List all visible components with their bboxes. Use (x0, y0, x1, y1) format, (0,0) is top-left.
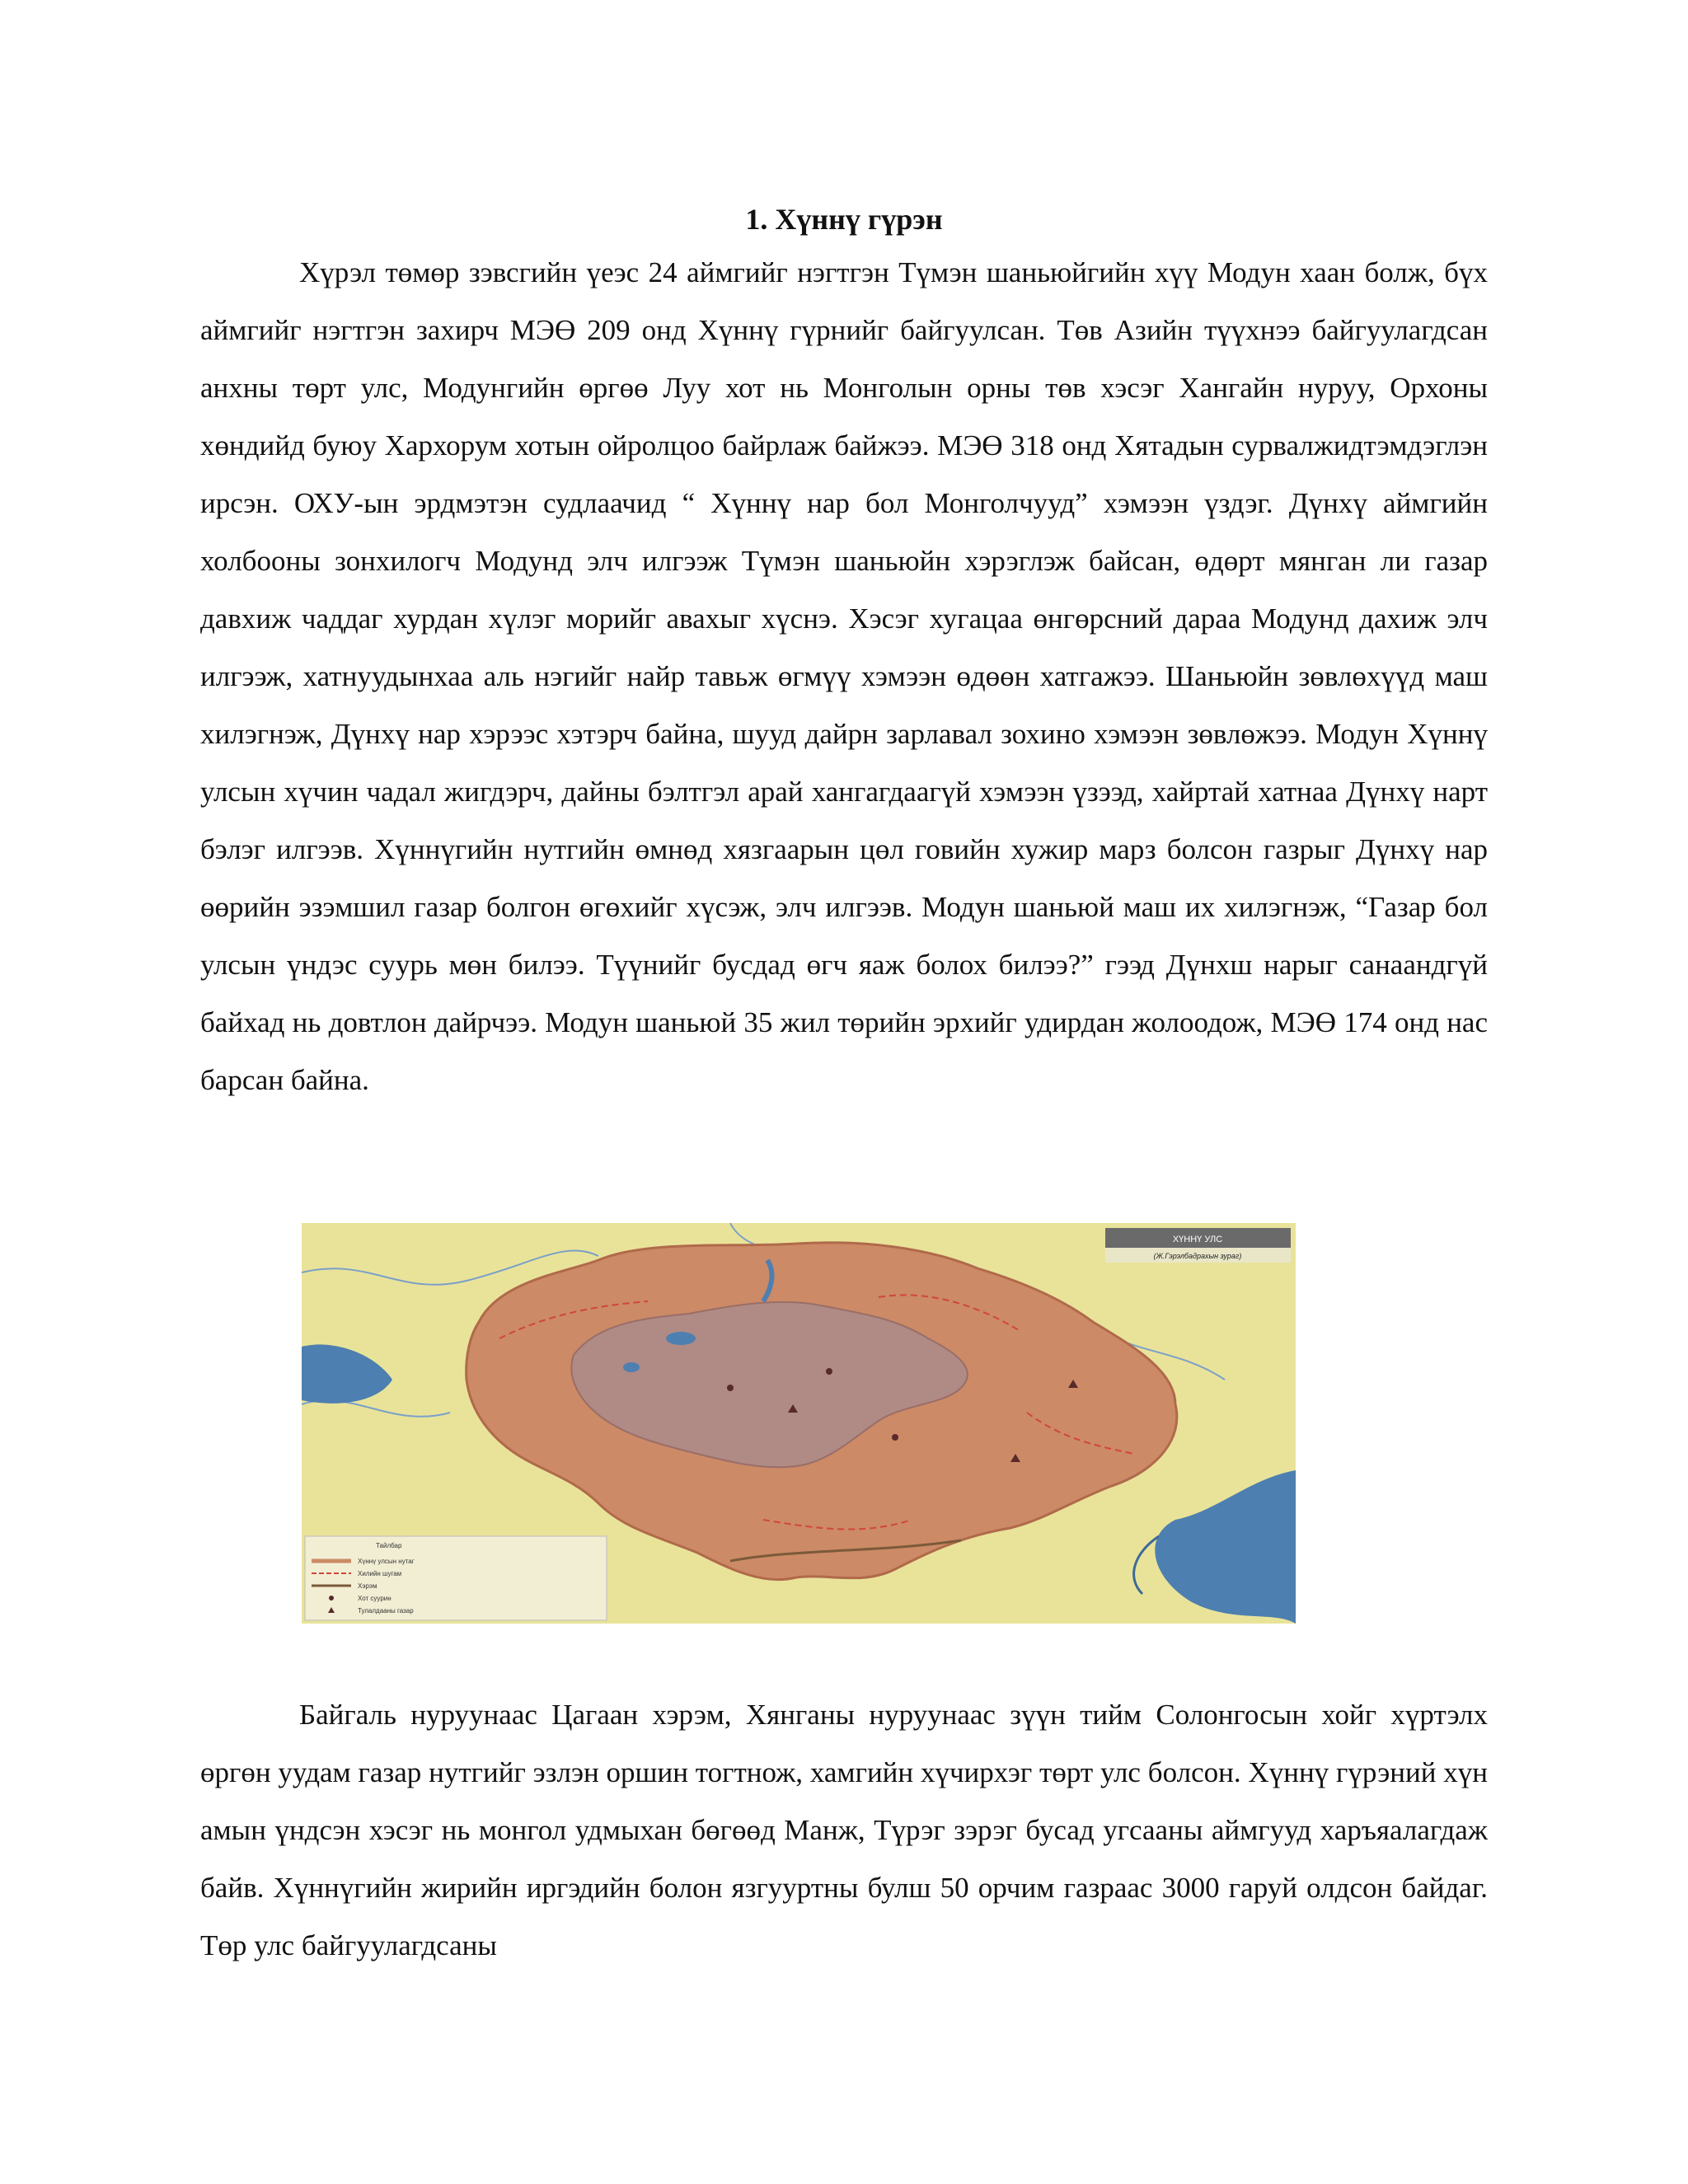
city-marker-icon (892, 1434, 898, 1441)
legend-item: Хүннү улсын нутаг (358, 1558, 415, 1565)
legend-heading: Тайлбар (376, 1542, 402, 1549)
city-marker-icon (826, 1368, 832, 1375)
map-lake (666, 1332, 696, 1345)
legend-item: Хилийн шугам (358, 1570, 402, 1577)
paragraph-2: Байгаль нуруунаас Цагаан хэрэм, Хянганы нуруунаас зүүн тийм Солонгосын хойг хүртэлх өргөн уудам газар нутгийг эзлэн оршин тогтнож, хамгийн хүчирхэг төрт улс болсон. Хүннү гүрэний хүн амын үндсэн хэсэг нь монгол удмыхан бөгөөд Манж, Түрэг зэрэг бусад угсааны аймгууд харъяалагдаж байв. Хүннүгийн жирийн иргэдийн болон язгууртны булш 50 орчим газраас 3000 гаруй олдсон байдаг. Төр улс байгуулагдсаны (200, 1699, 1488, 1961)
map-subtitle-text: (Ж.Гэрэлбадрахын зураг) (1153, 1252, 1242, 1260)
map-title-text: ХҮННҮ УЛС (1172, 1235, 1223, 1244)
xiongnu-map (302, 1223, 1296, 1624)
map-lake (623, 1362, 640, 1372)
legend-item: Тулалдааны газар (358, 1607, 414, 1615)
legend-item: Хэрэм (358, 1582, 377, 1590)
city-marker-icon (727, 1385, 734, 1391)
page-title: 1. Хүннү гүрэн (745, 203, 943, 236)
paragraph-1: Хүрэл төмөр зэвсгийн үеэс 24 аймгийг нэгтгэн Түмэн шаньюйгийн хүү Модун хаан болж, бүх аймгийг нэгтгэн захирч МЭӨ 209 онд Хүннү гүрнийг байгуулсан. Төв Азийн түүхнээ байгуулагдсан анхны төрт улс, Модунгийн өргөө Луу хот нь Монголын орны төв хэсэг Хангайн нуруу, Орхоны хөндийд буюу Хархорум хотын ойролцоо байрлаж байжээ. МЭӨ 318 онд Хятадын сурвалжидтэмдэглэн ирсэн. ОХУ-ын эрдмэтэн судлаачид “ Хүннү нар бол Монголчууд” хэмээн үздэг. Дүнхү аймгийн холбооны зонхилогч Модунд элч илгээж Түмэн шаньюйн хэрэглэж байсан, өдөрт мянган ли газар давхиж чаддаг хурдан хүлэг морийг авахыг хүснэ. Хэсэг хугацаа өнгөрсний дараа Модунд дахиж элч илгээж, хатнуудынхаа аль нэгийг найр тавьж өгмүү хэмээн өдөөн хатгажээ. Шаньюйн зөвлөхүүд маш хилэгнэж, Дүнхү нар хэрээс хэтэрч байна, шууд дайрн зарлавал зохино хэмээн зөвлөжээ. Модун Хүннү улсын хүчин чадал жигдэрч, дайны бэлтгэл арай хангагдаагүй хэмээн үзээд, хайртай хатнаа Дүнхү нарт бэлэг илгээв. Хүннүгийн нутгийн өмнөд хязгаарын цөл говийн хужир марз болсон газрыг Дүнхү нар өөрийн эзэмшил газар болгон өгөхийг хүсэж, элч илгээв. Модун шаньюй маш их хилэгнэж, “Газар бол улсын үндэс суурь мөн билээ. Түүнийг бусдад өгч яаж болох билээ?” гээд Дүнхш нарыг санаандгүй байхад нь довтлон дайрчээ. Модун шаньюй 35 жил төрийн эрхийг удирдан жолоодож, МЭӨ 174 онд нас барсан байна. (200, 256, 1488, 1096)
legend-item: Хот суурин (358, 1595, 392, 1602)
map-legend (305, 1536, 607, 1620)
xiongnu-map-figure (302, 1223, 1296, 1624)
legend-swatch (329, 1596, 334, 1601)
